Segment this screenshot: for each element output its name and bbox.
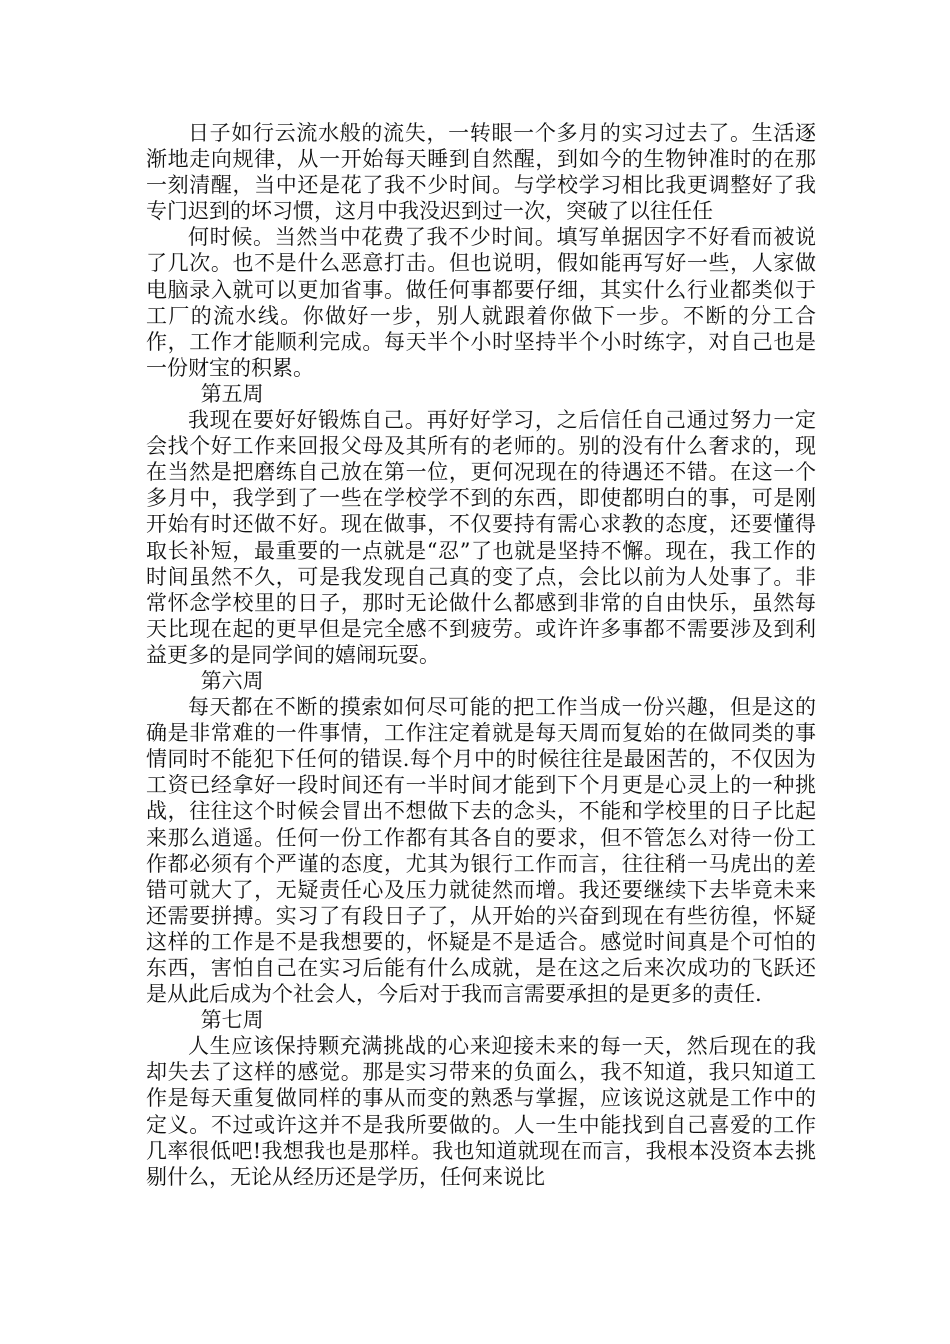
heading-week-5: 第五周 xyxy=(200,381,264,406)
document-page xyxy=(146,120,816,1190)
paragraph-handwriting: 何时候。当然当中花费了我不少时间。填写单据因字不好看而被说了几次。也不是什么恶意打击。但也说明，假如能再写好一些，人家做电脑录入就可以更加省事。做任何事都要仔细，其实什么行业都类似于工厂的流水线。你做好一步，别人就跟着你做下一步。不断的分工合作，工作才能顺利完成。每天半个小时坚持半个小时练字，对自己也是一份财宝的积累。 xyxy=(146,225,816,380)
paragraph-week-5: 我现在要好好锻炼自己。再好好学习，之后信任自己通过努力一定会找个好工作来回报父母及其所有的老师的。别的没有什么奢求的，现在当然是把磨练自己放在第一位，更何况现在的待遇还不错。在这一个多月中，我学到了一些在学校学不到的东西，即使都明白的事，可是刚开始有时还做不好。现在做事，不仅要持有需心求教的态度，还要懂得取长补短，最重要的一点就是“忍”了也就是坚持不懈。现在，我工作的时间虽然不久，可是我发现自己真的变了点，会比以前为人处事了。非常怀念学校里的日子，那时无论做什么都感到非常的自由快乐，虽然每天比现在起的更早但是完全感不到疲劳。或许许多事都不需要涉及到利益更多的是同学间的嬉闹玩耍。 xyxy=(146,408,816,667)
paragraph-week-6: 每天都在不断的摸索如何尽可能的把工作当成一份兴趣，但是这的确是非常难的一件事情，工作注定着就是每天周而复始的在做同类的事情同时不能犯下任何的错误.每个月中的时候往往是最困苦的，不仅因为工资已经拿好一段时间还有一半时间才能到下个月更是心灵上的一种挑战，往往这个时候会冒出不想做下去的念头，不能和学校里的日子比起来那么逍遥。任何一份工作都有其各自的要求，但不管怎么对待一份工作都必须有个严谨的态度，尤其为银行工作而言，往往稍一马虎出的差错可就大了，无疑责任心及压力就徒然而增。我还要继续下去毕竟未来还需要拼搏。实习了有段日子了，从开始的兴奋到现在有些彷徨，怀疑这样的工作是不是我想要的，怀疑是不是适合。感觉时间真是个可怕的东西，害怕自己在实习后能有什么成就，是在这之后来次成功的飞跃还是从此后成为个社会人，今后对于我而言需要承担的是更多的责任. xyxy=(146,695,816,1007)
heading-week-7: 第七周 xyxy=(200,1008,264,1033)
paragraph-intro: 日子如行云流水般的流失，一转眼一个多月的实习过去了。生活逐渐地走向规律，从一开始每天睡到自然醒，到如今的生物钟准时的在那一刻清醒，当中还是花了我不少时间。与学校学习相比我更调整好了我专门迟到的坏习惯，这月中我没迟到过一次，突破了以往任任 xyxy=(146,121,816,224)
paragraph-week-7: 人生应该保持颗充满挑战的心来迎接未来的每一天，然后现在的我却失去了这样的感觉。那是实习带来的负面么，我不知道，我只知道工作是每天重复做同样的事从而变的熟悉与掌握，应该说这就是工作中的定义。不过或许这并不是我所要做的。人一生中能找到自己喜爱的工作几率很低吧!我想我也是那样。我也知道就现在而言，我根本没资本去挑剔什么，无论从经历还是学历，任何来说比 xyxy=(146,1034,816,1189)
heading-week-6: 第六周 xyxy=(200,668,264,693)
